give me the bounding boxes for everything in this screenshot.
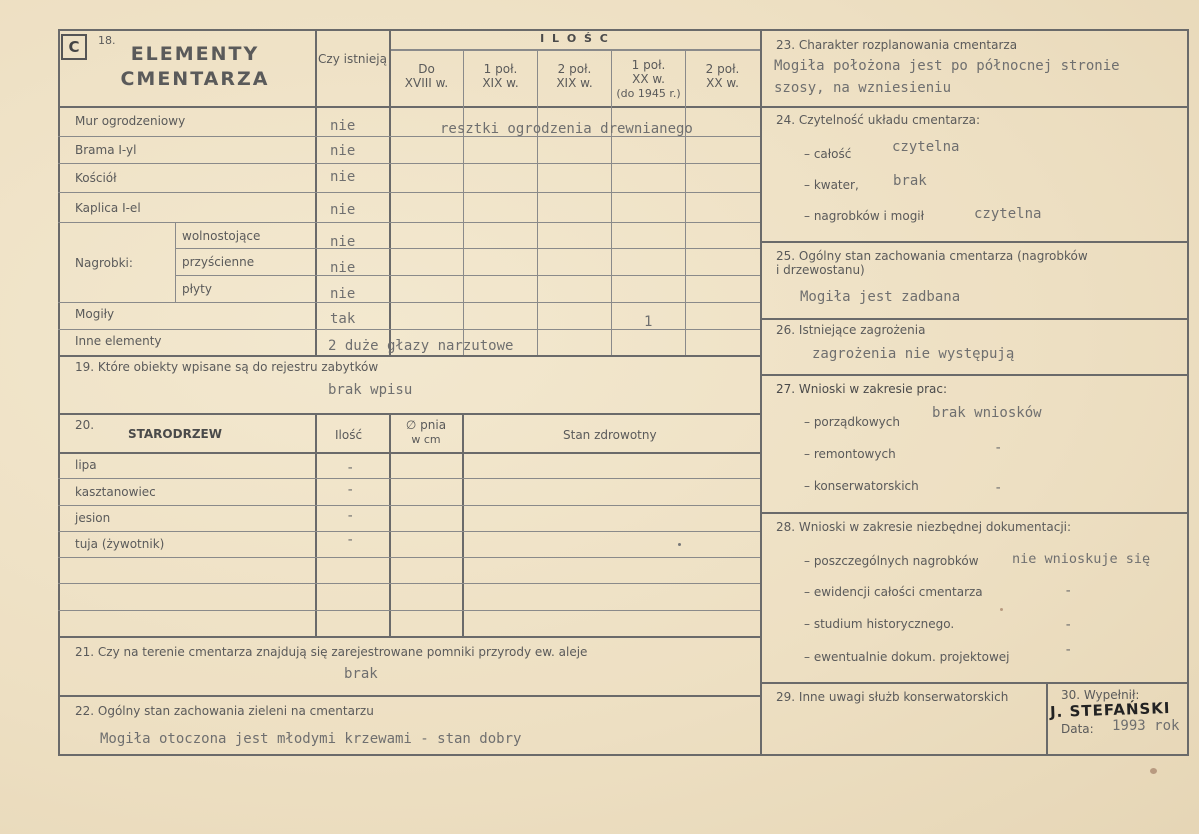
s27-porz: – porządkowych bbox=[804, 415, 900, 429]
period-1-l1: Do bbox=[418, 62, 435, 76]
s20-ilosc: Ilość bbox=[335, 428, 363, 442]
paper-stain bbox=[678, 543, 681, 546]
s26-label: 26. Istniejące zagrożenia bbox=[776, 323, 926, 337]
s20-row bbox=[58, 478, 760, 479]
s23-bottom bbox=[760, 106, 1189, 108]
s24-bottom bbox=[760, 241, 1189, 243]
s18-bottom bbox=[58, 355, 762, 357]
ilosc-line bbox=[390, 49, 760, 51]
period-1-l2: XVIII w. bbox=[404, 76, 449, 90]
tree-ilosc: - bbox=[346, 508, 355, 524]
s18-header-line bbox=[58, 106, 762, 108]
czy-istnieja-header bbox=[316, 52, 389, 66]
s27-kons: – konserwatorskich bbox=[804, 479, 919, 493]
przyscienne-label: przyścienne bbox=[182, 255, 255, 269]
mogily-label: Mogiły bbox=[75, 307, 115, 321]
s28-ewi-value: - bbox=[1064, 583, 1073, 599]
elements-title-line2: CMENTARZA bbox=[120, 68, 270, 90]
s19-value: brak wpisu bbox=[328, 382, 413, 398]
period-1 bbox=[390, 62, 463, 90]
mogily-count: 1 bbox=[644, 314, 653, 330]
s30-data-value: 1993 rok bbox=[1112, 718, 1180, 734]
s25-label-line1: 25. Ogólny stan zachowania cmentarza (nagrobków bbox=[776, 249, 1088, 263]
s19-bottom bbox=[58, 413, 762, 415]
s21-value: brak bbox=[344, 666, 378, 682]
kosciol-exists: nie bbox=[330, 169, 356, 185]
s24-calosc: – całość bbox=[804, 147, 852, 161]
tree-ilosc: - bbox=[346, 460, 355, 476]
wolnostojace-label: wolnostojące bbox=[182, 229, 261, 243]
s23-value-line2: szosy, na wzniesieniu bbox=[774, 80, 952, 96]
tree-name: tuja (żywotnik) bbox=[75, 537, 165, 551]
period-3 bbox=[538, 62, 611, 90]
kaplica-label: Kaplica I-el bbox=[75, 201, 141, 215]
nagrobki-label: Nagrobki: bbox=[75, 256, 133, 270]
section-letter-box: C bbox=[61, 34, 87, 60]
s23-label: 23. Charakter rozplanowania cmentarza bbox=[776, 38, 1018, 52]
inne-label: Inne elementy bbox=[75, 334, 162, 348]
period-5-l1: 2 poł. bbox=[705, 62, 740, 76]
s28-stu-value: - bbox=[1064, 617, 1073, 633]
period-5-l2: XX w. bbox=[706, 76, 739, 90]
s22-value: Mogiła otoczona jest młodymi krzewami - stan dobry bbox=[100, 731, 522, 747]
s24-nagrob: – nagrobków i mogił bbox=[804, 209, 925, 223]
period-4-l2: XX w. bbox=[632, 72, 665, 86]
kaplica-exists: nie bbox=[330, 202, 356, 218]
s21-bottom bbox=[58, 695, 762, 697]
s27-rem: – remontowych bbox=[804, 447, 896, 461]
period-4-l3: (do 1945 r.) bbox=[616, 87, 681, 100]
period-4 bbox=[612, 58, 685, 101]
s25-value: Mogiła jest zadbana bbox=[800, 289, 961, 305]
s20-pnia bbox=[390, 418, 462, 447]
frame-top bbox=[58, 29, 1189, 31]
period-2-l2: XIX w. bbox=[482, 76, 519, 90]
przyscienne-exists: nie bbox=[330, 260, 356, 276]
column-divider bbox=[760, 29, 762, 756]
s18-v4 bbox=[537, 49, 538, 356]
period-2 bbox=[464, 62, 537, 90]
s24-calosc-value: czytelna bbox=[892, 139, 960, 155]
frame-right bbox=[1187, 29, 1189, 756]
s24-kwater: – kwater, bbox=[804, 178, 859, 192]
s28-pos: – poszczególnych nagrobków bbox=[804, 554, 979, 568]
s24-nagrob-value: czytelna bbox=[974, 206, 1042, 222]
s24-kwater-value: brak bbox=[893, 173, 927, 189]
paper-stain bbox=[1150, 768, 1157, 774]
s27-label: 27. Wnioski w zakresie prac: bbox=[776, 382, 948, 396]
s28-ewi: – ewidencji całości cmentarza bbox=[804, 585, 983, 599]
s20-number: 20. bbox=[75, 418, 95, 432]
s21-label: 21. Czy na terenie cmentarza znajdują się zarejestrowane pomniki przyrody ew. aleje bbox=[75, 645, 588, 659]
s23-value-line1: Mogiła położona jest po północnej stronie bbox=[774, 58, 1120, 74]
czy-istnieja-text: Czy istnieją bbox=[318, 52, 387, 66]
s25-label-line2: i drzewostanu) bbox=[776, 263, 865, 277]
plyty-label: płyty bbox=[182, 282, 212, 296]
s27-kons-value: - bbox=[994, 480, 1003, 496]
mur-exists: nie bbox=[330, 118, 356, 134]
inne-value: 2 duże głazy narzutowe bbox=[328, 338, 514, 354]
s20-stan: Stan zdrowotny bbox=[563, 428, 657, 442]
row-line bbox=[58, 192, 760, 193]
s28-stu: – studium historycznego. bbox=[804, 617, 955, 631]
tree-name: kasztanowiec bbox=[75, 485, 156, 499]
row-line bbox=[58, 222, 760, 223]
s18-v3 bbox=[463, 49, 464, 356]
s26-value: zagrożenia nie występują bbox=[812, 346, 1015, 362]
s25-bottom bbox=[760, 318, 1189, 320]
s20-head-line bbox=[58, 452, 762, 454]
frame-bottom-left bbox=[58, 754, 762, 756]
s19-label: 19. Które obiekty wpisane są do rejestru zabytków bbox=[75, 360, 379, 374]
period-3-l2: XIX w. bbox=[556, 76, 593, 90]
s30-label: 30. Wypełnił: bbox=[1061, 688, 1140, 702]
s20-v1 bbox=[315, 413, 317, 637]
wolnostojace-exists: nie bbox=[330, 234, 356, 250]
s20-row bbox=[58, 583, 760, 584]
period-4-l1: 1 poł. bbox=[631, 58, 666, 72]
s20-pnia-l2: w cm bbox=[411, 433, 441, 446]
kosciol-label: Kościół bbox=[75, 171, 117, 185]
s28-bottom bbox=[760, 682, 1189, 684]
s30-data-label: Data: bbox=[1061, 722, 1094, 736]
s20-bottom bbox=[58, 636, 762, 638]
s29-label: 29. Inne uwagi służb konserwatorskich bbox=[776, 690, 1009, 704]
period-3-l1: 2 poł. bbox=[557, 62, 592, 76]
paper-stain bbox=[1000, 608, 1003, 611]
tree-ilosc: - bbox=[346, 532, 355, 548]
s28-pos-value: nie wnioskuje się bbox=[1012, 551, 1151, 567]
signature-stamp: J. STEFAŃSKI bbox=[1049, 698, 1171, 722]
period-2-l1: 1 poł. bbox=[483, 62, 518, 76]
row-line bbox=[175, 275, 760, 276]
s20-row bbox=[58, 505, 760, 506]
brama-exists: nie bbox=[330, 143, 356, 159]
tree-ilosc: - bbox=[346, 482, 355, 498]
mogily-exists: tak bbox=[330, 311, 356, 327]
s29-v bbox=[1046, 682, 1048, 756]
plyty-exists: nie bbox=[330, 286, 356, 302]
s27-porz-value: brak wniosków bbox=[932, 405, 1042, 421]
ilosc-header: I L O Ś C bbox=[540, 32, 610, 45]
s20-v3 bbox=[462, 413, 464, 637]
row-line bbox=[58, 302, 760, 303]
row-line bbox=[175, 248, 760, 249]
s20-row bbox=[58, 557, 760, 558]
s27-bottom bbox=[760, 512, 1189, 514]
s18-number: 18. bbox=[98, 34, 116, 47]
s24-label: 24. Czytelność układu cmentarza: bbox=[776, 113, 981, 127]
s20-pnia-l1: ∅ pnia bbox=[405, 418, 447, 432]
mur-label: Mur ogrodzeniowy bbox=[75, 114, 186, 128]
s20-row bbox=[58, 610, 760, 611]
s27-rem-value: - bbox=[994, 440, 1003, 456]
s28-label: 28. Wnioski w zakresie niezbędnej dokumentacji: bbox=[776, 520, 1072, 534]
tree-name: jesion bbox=[75, 511, 111, 525]
s20-title: STARODRZEW bbox=[128, 427, 222, 441]
s28-ewe-value: - bbox=[1064, 642, 1073, 658]
s28-ewe: – ewentualnie dokum. projektowej bbox=[804, 650, 1010, 664]
frame-bottom-right bbox=[760, 754, 1189, 756]
s20-row bbox=[58, 531, 760, 532]
s26-bottom bbox=[760, 374, 1189, 376]
frame-left bbox=[58, 29, 60, 756]
s18-v7 bbox=[175, 222, 176, 302]
s22-label: 22. Ogólny stan zachowania zieleni na cmentarzu bbox=[75, 704, 374, 718]
brama-label: Brama I-yl bbox=[75, 143, 137, 157]
row-line bbox=[58, 163, 760, 164]
s18-v6 bbox=[685, 49, 686, 356]
row-line bbox=[58, 329, 760, 330]
period-5 bbox=[686, 62, 759, 90]
elements-title-line1: ELEMENTY bbox=[130, 43, 260, 65]
mur-note: resztki ogrodzenia drewnianego bbox=[440, 121, 693, 137]
tree-name: lipa bbox=[75, 458, 97, 472]
